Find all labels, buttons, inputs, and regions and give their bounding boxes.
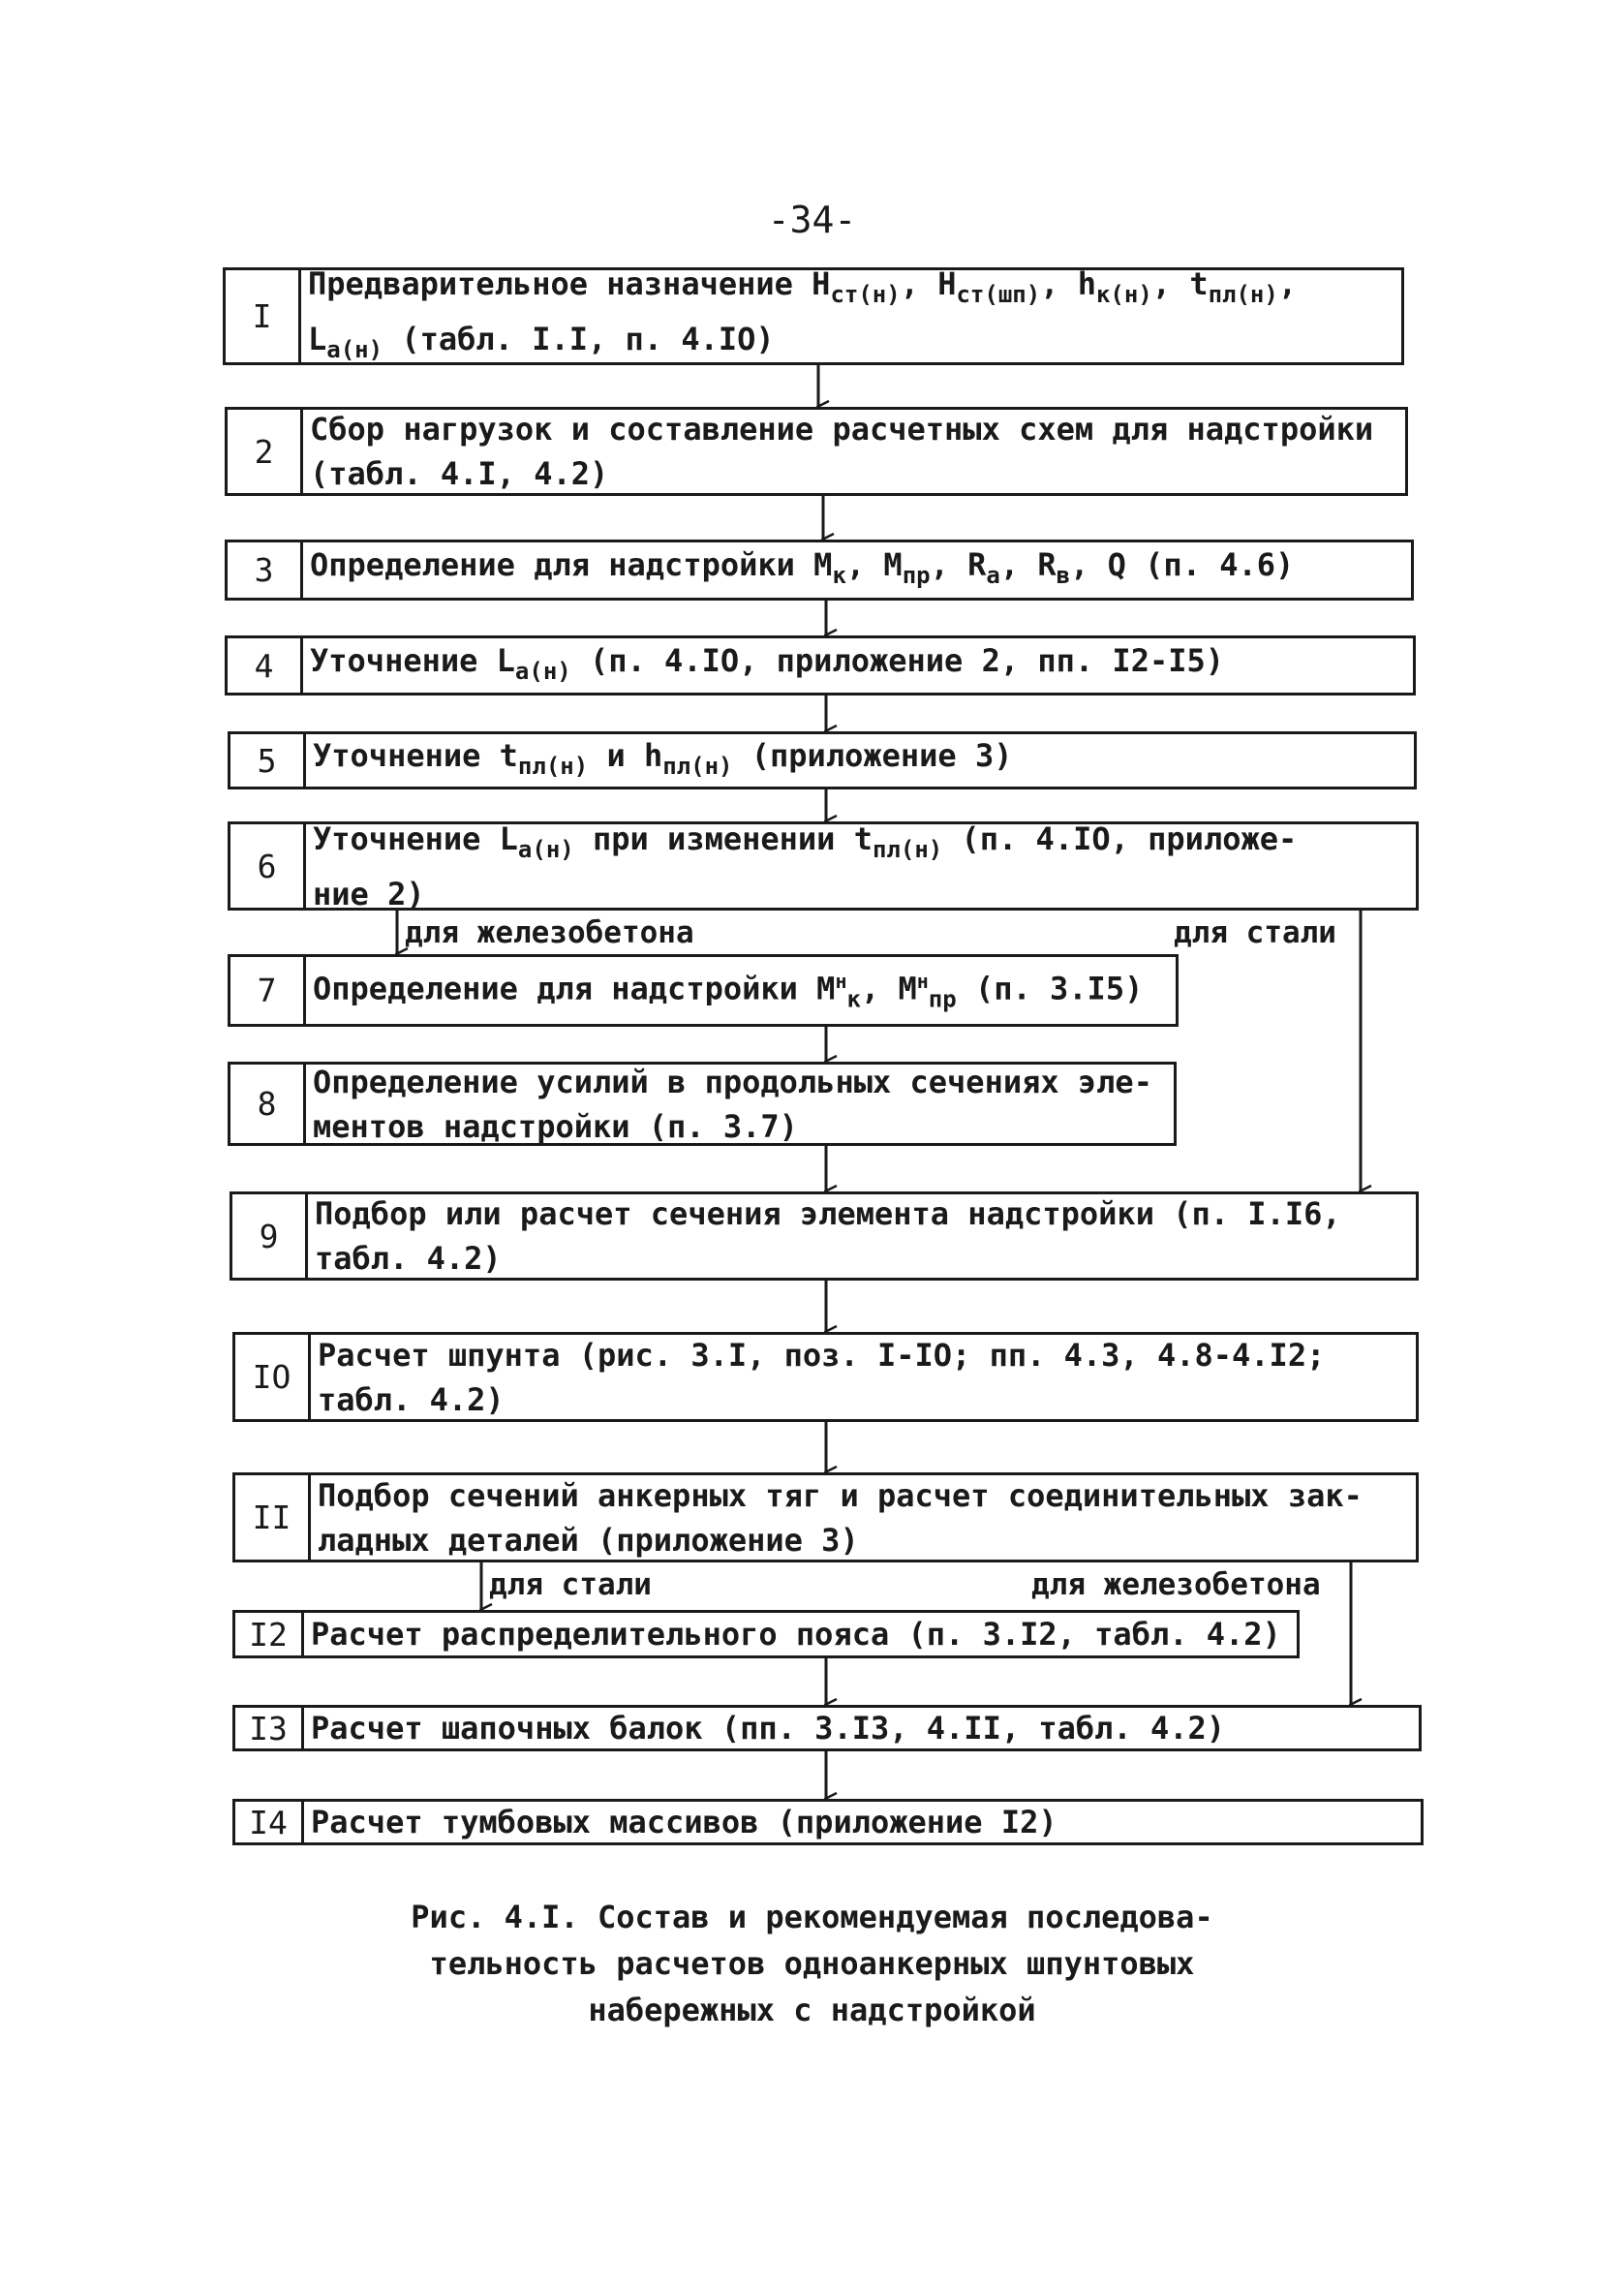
step-12	[232, 1610, 1300, 1658]
step-text: Подбор или расчет сечения элемента надстройки (п. I.I6, табл. 4.2)	[315, 1195, 1341, 1277]
step-11	[232, 1472, 1419, 1562]
step-5	[228, 731, 1417, 789]
step-number: 7	[230, 957, 306, 1024]
step-text: Расчет распределительного пояса (п. 3.I2, табл. 4.2)	[311, 1616, 1281, 1653]
step-4	[225, 635, 1416, 696]
step-9	[230, 1191, 1419, 1281]
step-3	[225, 540, 1414, 601]
branch-label-steel-2: для стали	[489, 1567, 652, 1602]
step-number: I2	[235, 1613, 304, 1655]
step-14	[232, 1799, 1424, 1845]
step-text: Предварительное назначение $H_{ст(н)}$, $H_{ст(шп)}$, $h_{к(н)}$, $t_{пл(н)}$, $L_{а(н)}$ (табл. I.I, п. 4.IO)	[308, 264, 1298, 363]
step-number: 9	[232, 1194, 308, 1278]
step-8	[228, 1062, 1177, 1146]
branch-label-steel: для стали	[1174, 915, 1336, 950]
step-number: 6	[230, 824, 306, 908]
step-6	[228, 821, 1419, 911]
branch-label-concrete-2: для железобетона	[1031, 1567, 1321, 1602]
step-text: Расчет шпунта (рис. 3.I, поз. I-IO; пп. 4.3, 4.8-4.I2; табл. 4.2)	[318, 1336, 1326, 1418]
step-number: 5	[230, 734, 306, 787]
step-number: 4	[228, 638, 303, 693]
step-number: 8	[230, 1065, 306, 1143]
step-text: Расчет шапочных балок (пп. 3.I3, 4.II, табл. 4.2)	[311, 1710, 1226, 1747]
step-7	[228, 954, 1179, 1027]
caption-line: тельность расчетов одноанкерных шпунтовых	[429, 1945, 1195, 1982]
step-10	[232, 1332, 1419, 1422]
step-number: I3	[235, 1708, 304, 1748]
step-text: Определение для надстройки $M^н_к$, $M^н_{пр}$ (п. 3.I5)	[313, 970, 1144, 1013]
step-number: I4	[235, 1802, 304, 1842]
caption-line: Рис. 4.I. Состав и рекомендуемая последова-	[411, 1899, 1213, 1935]
step-number: 3	[228, 542, 303, 598]
step-text: Определение усилий в продольных сечениях эле- ментов надстройки (п. 3.7)	[313, 1063, 1152, 1145]
page-number: -34-	[767, 199, 857, 241]
branch-label-concrete: для железобетона	[405, 915, 694, 950]
caption-line: набережных с надстройкой	[588, 1992, 1036, 2028]
step-number: IO	[235, 1335, 311, 1419]
step-text: Уточнение $L_{а(н)}$ при изменении $t_{пл(н)}$ (п. 4.IO, приложе- ние 2)	[313, 819, 1298, 912]
step-1	[223, 264, 1404, 365]
step-number: 2	[228, 410, 303, 493]
step-text: Определение для надстройки $M_к$, $M_{пр}$, $R_а$, $R_в$, Q (п. 4.6)	[310, 546, 1295, 589]
step-text: Расчет тумбовых массивов (приложение I2)	[311, 1804, 1057, 1840]
step-text: Уточнение $t_{пл(н)}$ и $h_{пл(н)}$ (приложение 3)	[313, 736, 1013, 780]
step-text: Подбор сечений анкерных тяг и расчет соединительных зак- ладных деталей (приложение 3)	[318, 1476, 1363, 1559]
step-number: II	[235, 1475, 311, 1560]
step-13	[232, 1705, 1422, 1751]
step-2	[225, 407, 1408, 496]
step-text: Уточнение $L_{а(н)}$ (п. 4.IO, приложение 2, пп. I2-I5)	[310, 641, 1225, 685]
step-text: Сбор нагрузок и составление расчетных схем для надстройки (табл. 4.I, 4.2)	[310, 411, 1374, 492]
figure-caption	[0, 1894, 1624, 2033]
step-number: I	[226, 270, 301, 362]
